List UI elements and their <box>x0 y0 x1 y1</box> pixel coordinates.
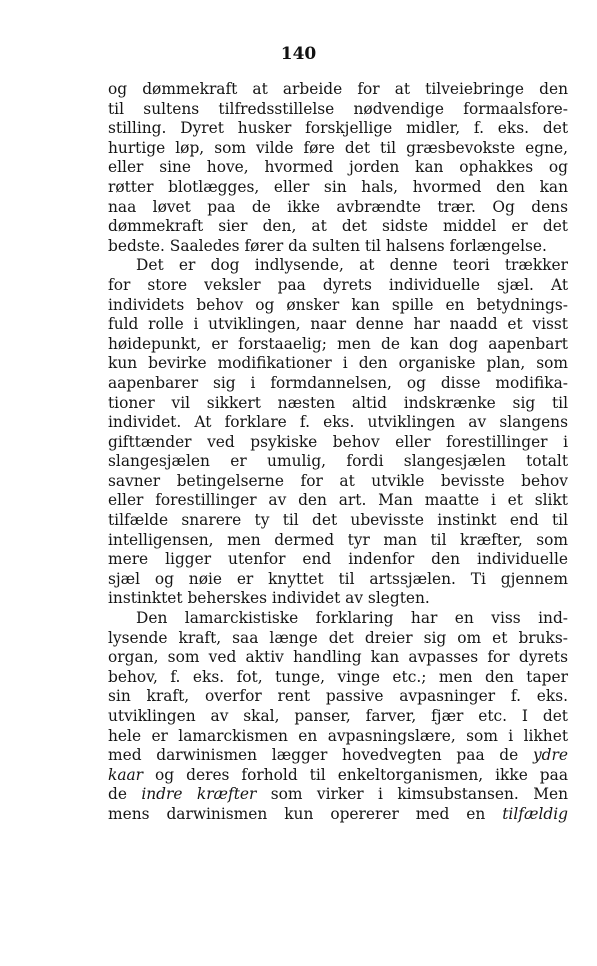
text-span: tioner vil sikkert næsten altid indskrænke sig til <box>108 393 568 412</box>
text-span: dømmekraft sier den, at det sidste middel er det <box>108 217 568 236</box>
text-span: intelligensen, men dermed tyr man til kræfter, som <box>108 530 568 549</box>
text-span: individet. At forklare f. eks. utviklingen av slangens <box>108 413 568 432</box>
text-span: stilling. Dyret husker forskjellige midler, f. eks. det <box>108 119 568 138</box>
text-line <box>108 727 568 747</box>
text-line <box>108 80 568 100</box>
text-span: hele er lamarckismen en avpasningslære, som i likhet <box>108 726 568 745</box>
text-span: for store veksler paa dyrets individuelle sjæl. At <box>108 275 568 294</box>
text-line <box>108 609 568 629</box>
text-span: Det er dog indlysende, at denne teori trækker <box>136 256 568 275</box>
text-span: røtter blotlægges, eller sin hals, hvormed den kan <box>108 177 568 196</box>
text-span: og deres forhold til enkeltorganismen, ikke paa <box>143 765 568 784</box>
text-line <box>108 472 568 492</box>
text-span: sin kraft, overfor rent passive avpasninger f. eks. <box>108 687 568 706</box>
text-line <box>108 139 568 159</box>
text-line <box>108 550 568 570</box>
page-number: 140 <box>280 44 317 64</box>
italic-text: indre kræfter <box>141 785 257 804</box>
text-line <box>108 198 568 218</box>
italic-text: ydre <box>532 746 568 765</box>
text-line <box>108 276 568 296</box>
text-line <box>108 648 568 668</box>
text-line <box>108 511 568 531</box>
text-span: behov, f. eks. fot, tunge, vinge etc.; men den taper <box>108 667 568 686</box>
text-line <box>108 433 568 453</box>
text-span: fuld rolle i utviklingen, naar denne har naadd et visst <box>108 315 568 334</box>
text-line <box>108 256 568 276</box>
text-line <box>108 785 568 805</box>
text-span: naa løvet paa de ikke avbrændte trær. Og dens <box>108 197 568 216</box>
text-line <box>108 217 568 237</box>
text-line <box>108 629 568 649</box>
text-line <box>108 315 568 335</box>
text-line <box>108 413 568 433</box>
text-line <box>108 237 568 257</box>
text-span: lysende kraft, saa længe det dreier sig om et bruks- <box>108 628 568 647</box>
text-span: hurtige løp, som vilde føre det til græsbevokste egne, <box>108 138 568 157</box>
text-line <box>108 354 568 374</box>
text-line <box>108 374 568 394</box>
text-span: savner betingelserne for at utvikle bevisste behov <box>108 471 568 490</box>
text-span: utviklingen av skal, panser, farver, fjær etc. I det <box>108 707 568 725</box>
text-span: mens darwinismen kun opererer med en <box>108 804 486 823</box>
text-line <box>108 687 568 707</box>
text-line <box>108 746 568 766</box>
text-span: bedste. Saaledes fører da sulten til halsens forlængelse. <box>108 236 547 255</box>
text-span: eller forestillinger av den art. Man maatte i et slikt <box>108 491 568 510</box>
text-span: individets behov og ønsker kan spille en betydnings- <box>108 295 568 314</box>
text-span: mere ligger utenfor end indenfor den individuelle <box>108 550 568 569</box>
text-span: med darwinismen lægger hovedvegten paa de <box>108 746 519 765</box>
text-span: sjæl og nøie er knyttet til artssjælen. Ti gjennem <box>108 569 568 588</box>
text-line <box>108 178 568 198</box>
text-line <box>108 100 568 120</box>
text-line <box>108 805 568 825</box>
text-span: eller sine hove, hvormed jorden kan ophakkes og <box>108 158 568 177</box>
text-line <box>108 766 568 786</box>
text-span: og dømmekraft at arbeide for at tilveiebringe den <box>108 80 568 98</box>
italic-text: kaar <box>108 765 144 784</box>
text-span: de <box>108 785 142 804</box>
text-span: organ, som ved aktiv handling kan avpasses for dyrets <box>108 648 568 667</box>
text-line <box>108 394 568 414</box>
text-line <box>108 531 568 551</box>
text-line <box>108 668 568 688</box>
text-span: som virker i kimsubstansen. Men <box>256 785 568 804</box>
text-span: til sultens tilfredsstillelse nødvendige formaalsfore- <box>108 99 568 118</box>
text-span: instinktet beherskes individet av slegten. <box>108 589 430 608</box>
text-span: Den lamarckistiske forklaring har en viss ind- <box>136 609 568 628</box>
text-line <box>108 119 568 139</box>
text-line <box>108 707 568 727</box>
text-span: kun bevirke modifikationer i den organiske plan, som <box>108 354 568 373</box>
text-line <box>108 158 568 178</box>
text-line <box>108 335 568 355</box>
text-span: høidepunkt, er forstaaelig; men de kan dog aapenbart <box>108 334 568 353</box>
text-span: slangesjælen er umulig, fordi slangesjælen totalt <box>108 452 568 471</box>
text-span: aapenbarer sig i formdannelsen, og disse modifika- <box>108 373 568 392</box>
text-line <box>108 589 568 609</box>
text-line <box>108 491 568 511</box>
text-line <box>108 452 568 472</box>
text-span: gifttænder ved psykiske behov eller forestillinger i <box>108 432 568 451</box>
text-line <box>108 296 568 316</box>
italic-text: tilfældig <box>502 804 568 823</box>
text-line <box>108 570 568 590</box>
text-span: tilfælde snarere ty til det ubevisste instinkt end til <box>108 511 568 530</box>
body-text <box>108 80 568 825</box>
